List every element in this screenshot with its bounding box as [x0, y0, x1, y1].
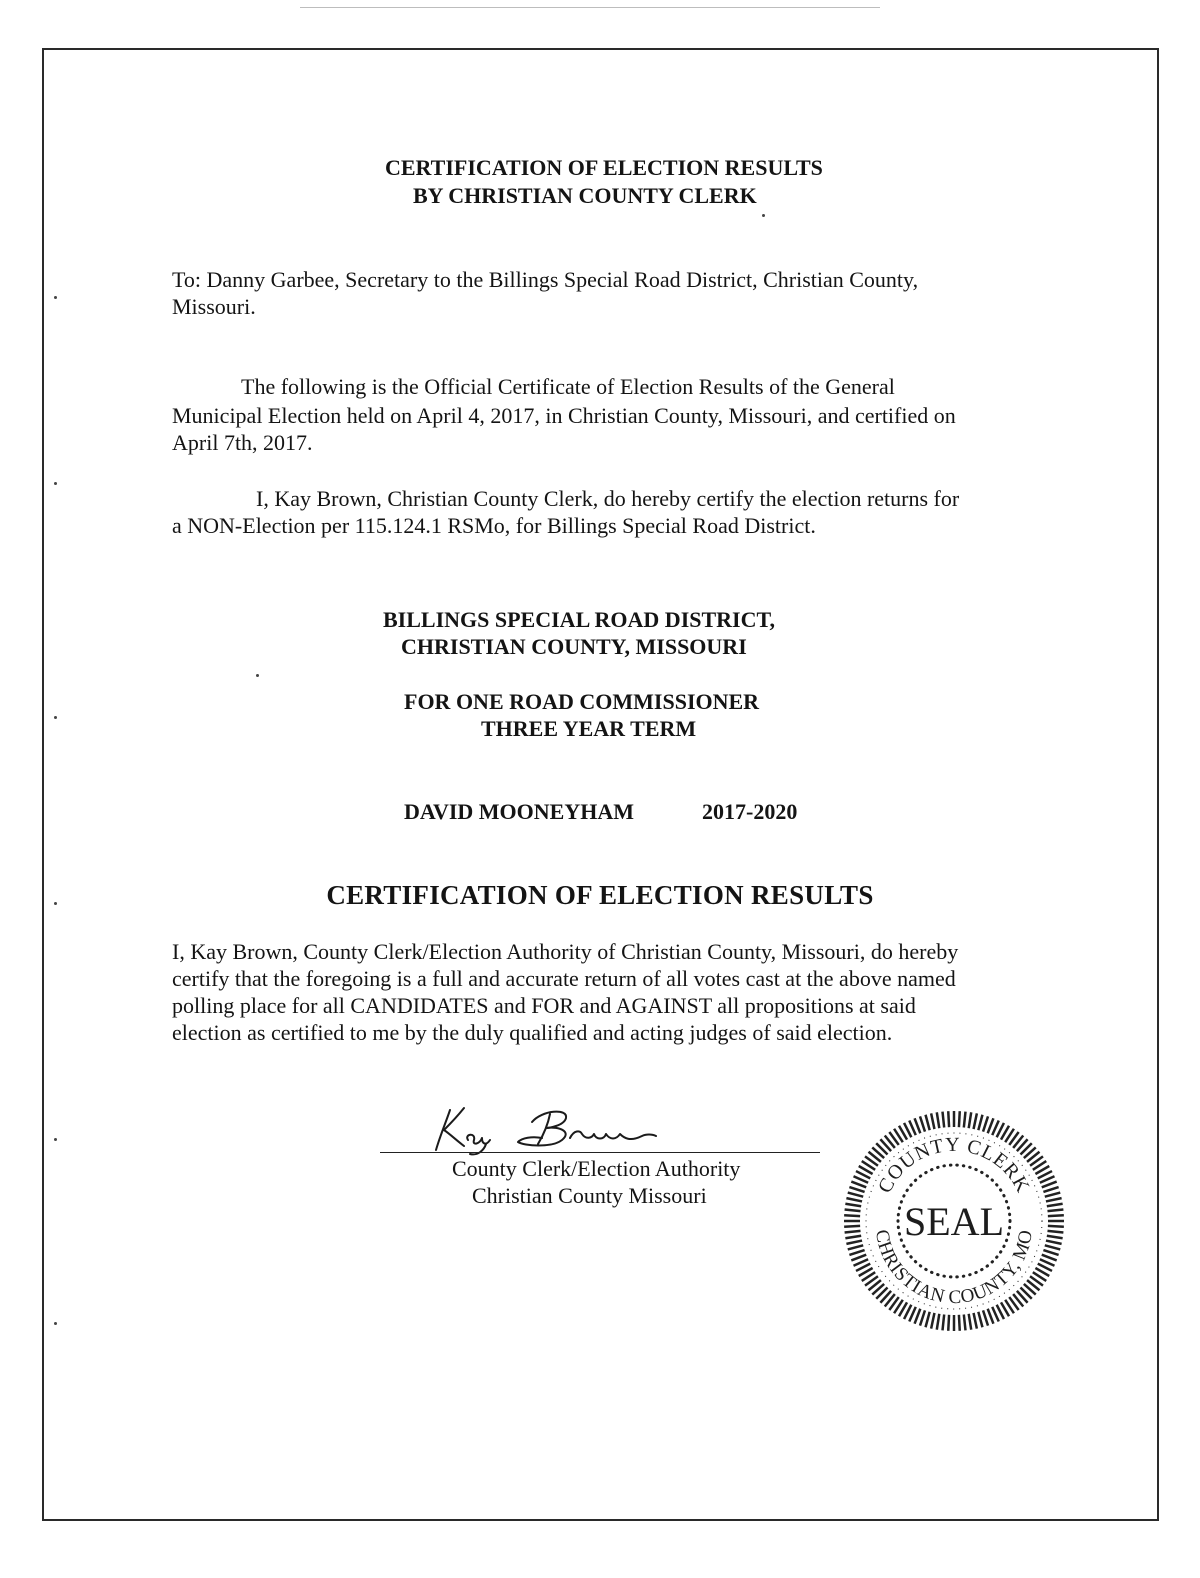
seal-tick [931, 1313, 934, 1329]
seal-tick [845, 1236, 861, 1239]
office-line1: FOR ONE ROAD COMMISSIONER [404, 689, 760, 714]
certification-line3: polling place for all CANDIDATES and FOR and AGAINST all propositions at said [172, 993, 916, 1018]
seal-tick [1043, 1250, 1058, 1255]
seal-tick [915, 1309, 921, 1324]
seal-tick [848, 1245, 863, 1249]
seal-tick [948, 1111, 949, 1127]
seal-center-text: SEAL [904, 1199, 1004, 1244]
scan-speck [54, 1322, 57, 1325]
handwritten-signature [420, 1100, 680, 1160]
seal-tick [974, 1113, 977, 1129]
seal-tick [920, 1116, 925, 1131]
paragraph1-line2: Municipal Election held on April 4, 2017, in Christian County, Missouri, and certified on [172, 403, 956, 428]
candidate-name: DAVID MOONEYHAM [404, 799, 634, 824]
term-years: 2017-2020 [702, 799, 798, 824]
addressee-line2: Missouri. [172, 294, 256, 319]
seal-bottom-text: CHRISTIAN COUNTY, MO [870, 1228, 1038, 1309]
seal-tick [1047, 1204, 1063, 1207]
scan-speck [256, 674, 259, 677]
seal-tick [974, 1313, 977, 1329]
seal-tick [964, 1314, 966, 1330]
seal-tick [959, 1315, 960, 1331]
seal-tick [988, 1118, 994, 1133]
seal-tick [846, 1241, 862, 1244]
seal-tick [1048, 1215, 1064, 1216]
county-clerk-seal [838, 1105, 1070, 1337]
document-title-line2: BY CHRISTIAN COUNTY CLERK [413, 183, 757, 208]
paragraph2-line2: a NON-Election per 115.124.1 RSMo, for Billings Special Road District. [172, 513, 816, 538]
seal-tick [948, 1315, 949, 1331]
seal-tick [1043, 1187, 1058, 1192]
seal-tick [845, 1210, 861, 1212]
seal-tick [943, 1112, 945, 1128]
certification-heading: CERTIFICATION OF ELECTION RESULTS [326, 880, 874, 910]
seal-tick [1046, 1241, 1062, 1244]
seal-tick [851, 1182, 866, 1188]
seal-tick [1047, 1210, 1063, 1212]
seal-tick [848, 1193, 863, 1197]
addressee-line1: To: Danny Garbee, Secretary to the Billings Special Road District, Christian County, [172, 267, 919, 292]
seal-tick [849, 1187, 864, 1192]
seal-tick [978, 1312, 982, 1327]
seal-tick [844, 1226, 860, 1227]
seal-tick [964, 1112, 966, 1128]
signature-title-line2: Christian County Missouri [472, 1183, 707, 1208]
scan-speck [54, 1138, 57, 1141]
seal-tick [846, 1198, 862, 1201]
seal-tick [1042, 1182, 1057, 1188]
scan-speck [54, 296, 57, 299]
seal-tick [937, 1112, 940, 1128]
paragraph1-line1: The following is the Official Certificate of Election Results of the General [241, 374, 895, 399]
document-title-line1: CERTIFICATION OF ELECTION RESULTS [385, 155, 823, 180]
signature-line [380, 1152, 820, 1153]
certification-line2: certify that the foregoing is a full and accurate return of all votes cast at the above named [172, 966, 956, 991]
seal-tick [849, 1250, 864, 1255]
district-line2: CHRISTIAN COUNTY, MISSOURI [401, 634, 747, 659]
seal-tick [983, 1116, 988, 1131]
top-scan-line [300, 7, 880, 8]
seal-tick [844, 1215, 860, 1216]
seal-tick [1045, 1193, 1060, 1197]
seal-tick [931, 1113, 934, 1129]
seal-tick [1045, 1245, 1060, 1249]
scan-speck [762, 214, 765, 217]
seal-tick [1042, 1255, 1057, 1261]
seal-tick [1048, 1226, 1064, 1227]
signature-title-line1: County Clerk/Election Authority [452, 1156, 741, 1181]
paragraph1-line3: April 7th, 2017. [172, 430, 313, 455]
district-line1: BILLINGS SPECIAL ROAD DISTRICT, [383, 607, 776, 632]
seal-tick [915, 1118, 921, 1133]
seal-tick [1047, 1236, 1063, 1239]
seal-tick [851, 1255, 866, 1261]
seal-tick [983, 1310, 988, 1325]
seal-tick [1047, 1231, 1063, 1233]
seal-tick [926, 1115, 930, 1130]
seal-tick [959, 1111, 960, 1127]
certification-line4: election as certified to me by the duly qualified and acting judges of said election. [172, 1020, 893, 1045]
paragraph2-line1: I, Kay Brown, Christian County Clerk, do hereby certify the election returns for [256, 486, 960, 511]
seal-tick [845, 1231, 861, 1233]
seal-tick [969, 1112, 972, 1128]
seal-tick [937, 1314, 940, 1330]
seal-tick [969, 1314, 972, 1330]
office-line2: THREE YEAR TERM [481, 716, 697, 741]
seal-top-text: COUNTY CLERK [873, 1133, 1035, 1197]
seal-tick [978, 1115, 982, 1130]
scan-speck [54, 716, 57, 719]
seal-tick [988, 1309, 994, 1324]
seal-tick [845, 1204, 861, 1207]
seal-tick [926, 1312, 930, 1327]
seal-tick [943, 1314, 945, 1330]
scan-speck [54, 482, 57, 485]
seal-tick [1046, 1198, 1062, 1201]
certification-line1: I, Kay Brown, County Clerk/Election Authority of Christian County, Missouri, do hereby [172, 939, 959, 964]
seal-tick [920, 1310, 925, 1325]
